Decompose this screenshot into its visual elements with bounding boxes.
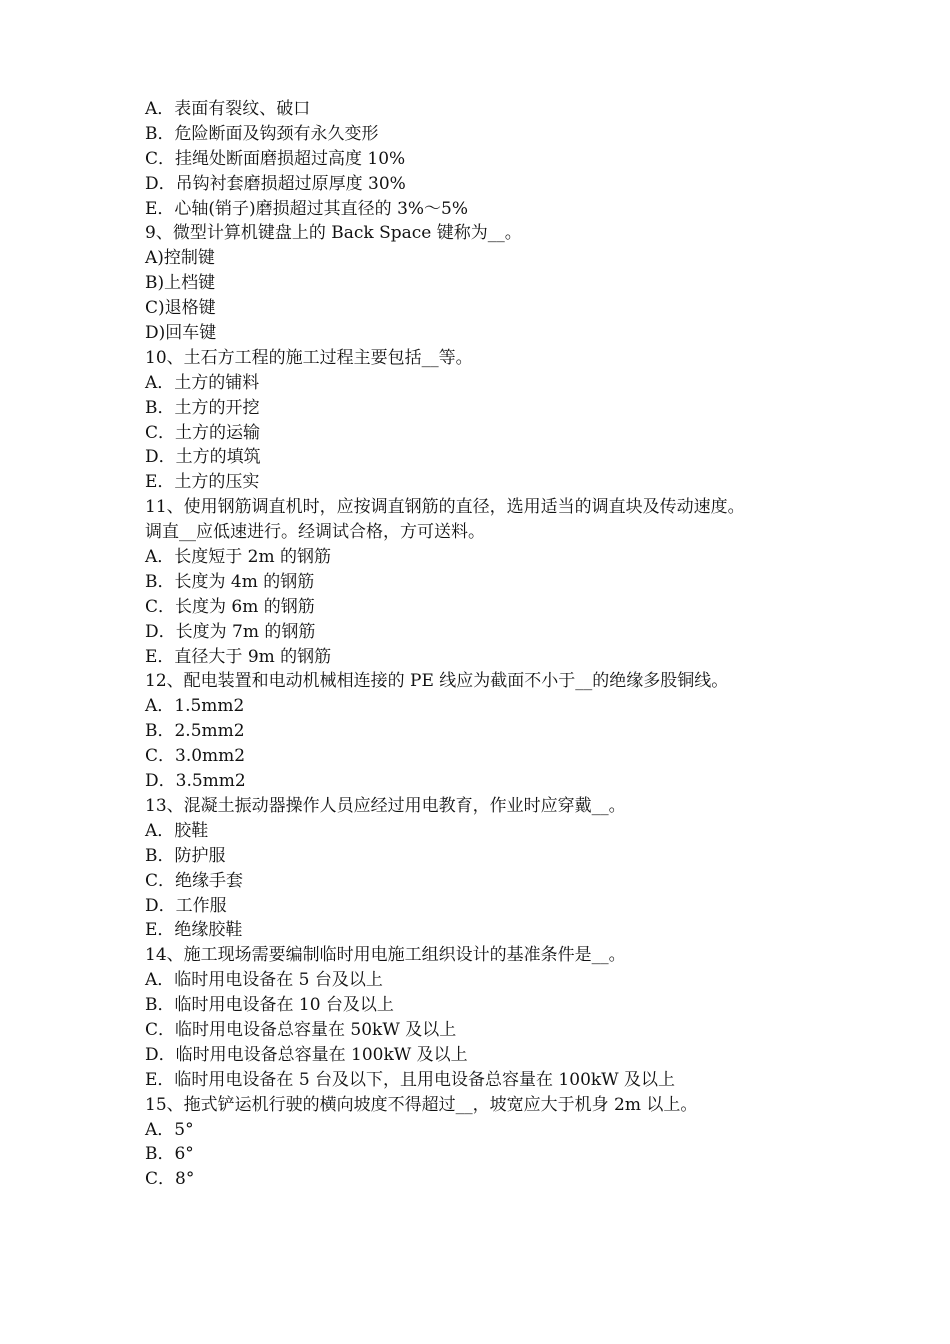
option-line: A．表面有裂纹、破口: [145, 99, 311, 119]
option-line: B)上档键: [145, 273, 216, 294]
question-14: 14、施工现场需要编制临时用电施工组织设计的基准条件是__。: [145, 945, 626, 966]
option-line: A．胶鞋: [145, 820, 209, 841]
option-line: E．临时用电设备在 5 台及以下，且用电设备总容量在 100kW 及以上: [145, 1069, 676, 1090]
option-line: E．土方的压实: [145, 472, 260, 493]
question-13: 13、混凝土振动器操作人员应经过用电教育，作业时应穿戴__。: [145, 795, 626, 816]
option-line: D．临时用电设备总容量在 100kW 及以上: [145, 1044, 468, 1065]
option-line: B．长度为 4m 的钢筋: [145, 571, 315, 592]
option-line: D．工作服: [145, 895, 227, 916]
document-body: [145, 97, 835, 1192]
question-15: 15、拖式铲运机行驶的横向坡度不得超过__，坡宽应大于机身 2m 以上。: [145, 1094, 698, 1115]
question-11-continued: 调直__应低速进行。经调试合格，方可送料。: [145, 522, 485, 543]
option-line: C)退格键: [145, 298, 216, 319]
option-line: E．心轴(销子)磨损超过其直径的 3%～5%: [145, 198, 469, 219]
option-line: C．临时用电设备总容量在 50kW 及以上: [145, 1019, 457, 1040]
option-line: B．防护服: [145, 845, 226, 866]
question-9: 9、微型计算机键盘上的 Back Space 键称为__。: [145, 223, 522, 244]
option-line: B．危险断面及钩颈有永久变形: [145, 123, 379, 144]
option-line: B．6°: [145, 1144, 194, 1165]
option-line: D．土方的填筑: [145, 447, 261, 468]
question-10: 10、土石方工程的施工过程主要包括__等。: [145, 347, 473, 368]
option-line: D．吊钩衬套磨损超过原厚度 30%: [145, 173, 406, 194]
option-line: A．5°: [145, 1119, 194, 1140]
option-line: B．2.5mm2: [145, 721, 245, 742]
option-line: B．临时用电设备在 10 台及以上: [145, 995, 394, 1016]
option-line: A．临时用电设备在 5 台及以上: [145, 970, 383, 991]
option-line: A．土方的铺料: [145, 372, 260, 393]
option-line: D．3.5mm2: [145, 771, 246, 792]
option-line: C．3.0mm2: [145, 746, 246, 767]
option-line: D)回车键: [145, 323, 217, 344]
option-line: C．挂绳处断面磨损超过高度 10%: [145, 148, 406, 169]
option-line: B．土方的开挖: [145, 397, 260, 418]
option-line: E．直径大于 9m 的钢筋: [145, 646, 332, 667]
option-line: C．绝缘手套: [145, 870, 244, 891]
question-12: 12、配电装置和电动机械相连接的 PE 线应为截面不小于__的绝缘多股铜线。: [145, 671, 729, 692]
question-11: 11、使用钢筋调直机时，应按调直钢筋的直径，选用适当的调直块及传动速度。: [145, 497, 745, 518]
option-line: C．长度为 6m 的钢筋: [145, 596, 315, 617]
option-line: C．8°: [145, 1169, 195, 1190]
option-line: C．土方的运输: [145, 422, 261, 443]
option-line: D．长度为 7m 的钢筋: [145, 621, 316, 642]
option-line: A．1.5mm2: [145, 696, 245, 717]
option-line: A．长度短于 2m 的钢筋: [145, 547, 332, 568]
option-line: A)控制键: [145, 248, 215, 269]
option-line: E．绝缘胶鞋: [145, 920, 243, 941]
